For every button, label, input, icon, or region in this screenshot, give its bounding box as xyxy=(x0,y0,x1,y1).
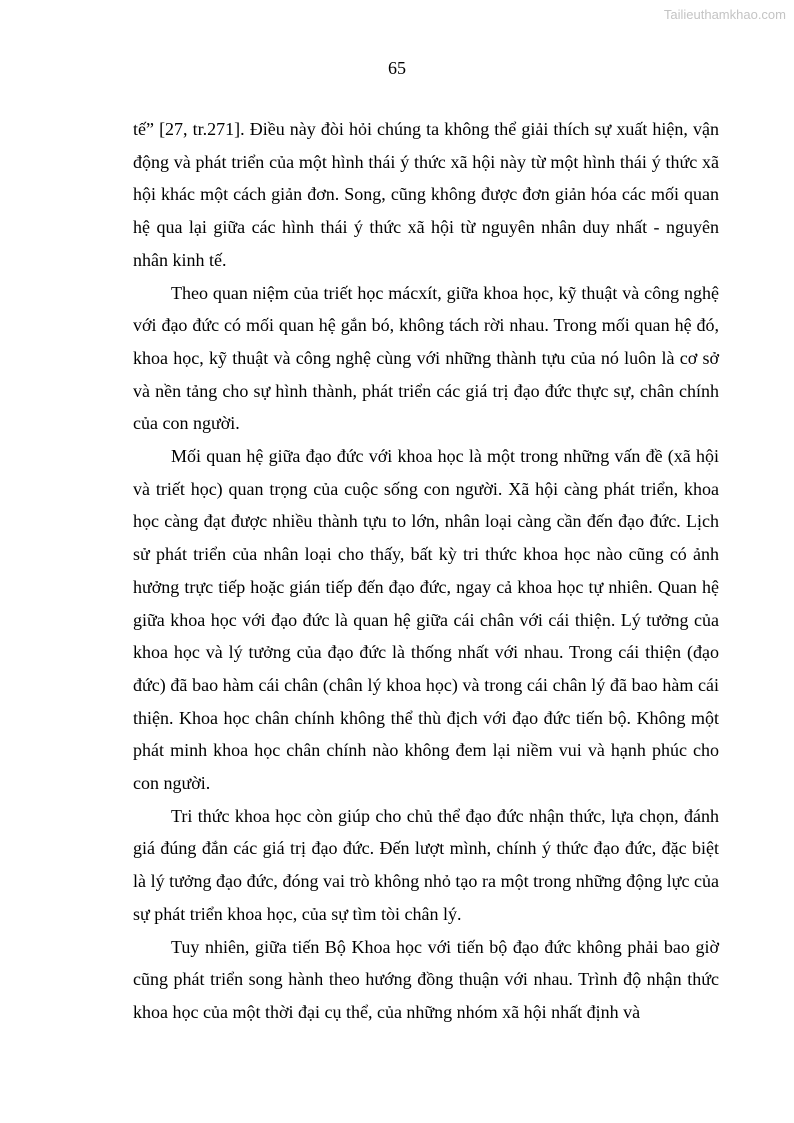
paragraph: Theo quan niệm của triết học mácxít, giữa khoa học, kỹ thuật và công nghệ với đạo đức có mối quan hệ gắn bó, không tách rời nhau. Trong mối quan hệ đó, khoa học, kỹ thuật và công nghệ cùng với những thành tựu của nó luôn là cơ sở và nền tảng cho sự hình thành, phát triển các giá trị đạo đức thực sự, chân chính của con người. xyxy=(133,282,719,434)
paragraph: Mối quan hệ giữa đạo đức với khoa học là một trong những vấn đề (xã hội và triết học) quan trọng của cuộc sống con người. Xã hội càng phát triển, khoa học càng đạt được nhiều thành tựu to lớn, nhân loại càng cần đến đạo đức. Lịch sử phát triển của nhân loại cho thấy, bất kỳ tri thức khoa học nào cũng có ảnh hưởng trực tiếp hoặc gián tiếp đến đạo đức, ngay cả khoa học tự nhiên. Quan hệ giữa khoa học với đạo đức là quan hệ giữa cái chân với cái thiện. Lý tưởng của khoa học và lý tưởng của đạo đức là thống nhất với nhau. Trong cái thiện (đạo đức) đã bao hàm cái chân (chân lý khoa học) và trong cái chân lý đã bao hàm cái thiện. Khoa học chân chính không thể thù địch với đạo đức tiến bộ. Không một phát minh khoa học chân chính nào không đem lại niềm vui và hạnh phúc cho con người. xyxy=(133,446,719,794)
paragraph: Tuy nhiên, giữa tiến Bộ Khoa học với tiến bộ đạo đức không phải bao giờ cũng phát triển song hành theo hướng đồng thuận với nhau. Trình độ nhận thức khoa học của một thời đại cụ thể, của những nhóm xã hội nhất định và xyxy=(133,936,719,1022)
watermark-text: Tailieuthamkhao.com xyxy=(663,7,786,22)
page-number: 65 xyxy=(388,58,406,78)
paragraph-continuation: tế” [27, tr.271]. Điều này đòi hỏi chúng ta không thể giải thích sự xuất hiện, vận động và phát triển của một hình thái ý thức xã hội này từ một hình thái ý thức xã hội khác một cách giản đơn. Song, cũng không được đơn giản hóa các mối quan hệ qua lại giữa các hình thái ý thức xã hội từ nguyên nhân duy nhất - nguyên nhân kinh tế. xyxy=(133,119,719,270)
body-text xyxy=(133,113,719,1029)
paragraph: Tri thức khoa học còn giúp cho chủ thể đạo đức nhận thức, lựa chọn, đánh giá đúng đắn các giá trị đạo đức. Đến lượt mình, chính ý thức đạo đức, đặc biệt là lý tưởng đạo đức, đóng vai trò không nhỏ tạo ra một trong những động lực của sự phát triển khoa học, của sự tìm tòi chân lý. xyxy=(133,805,719,924)
